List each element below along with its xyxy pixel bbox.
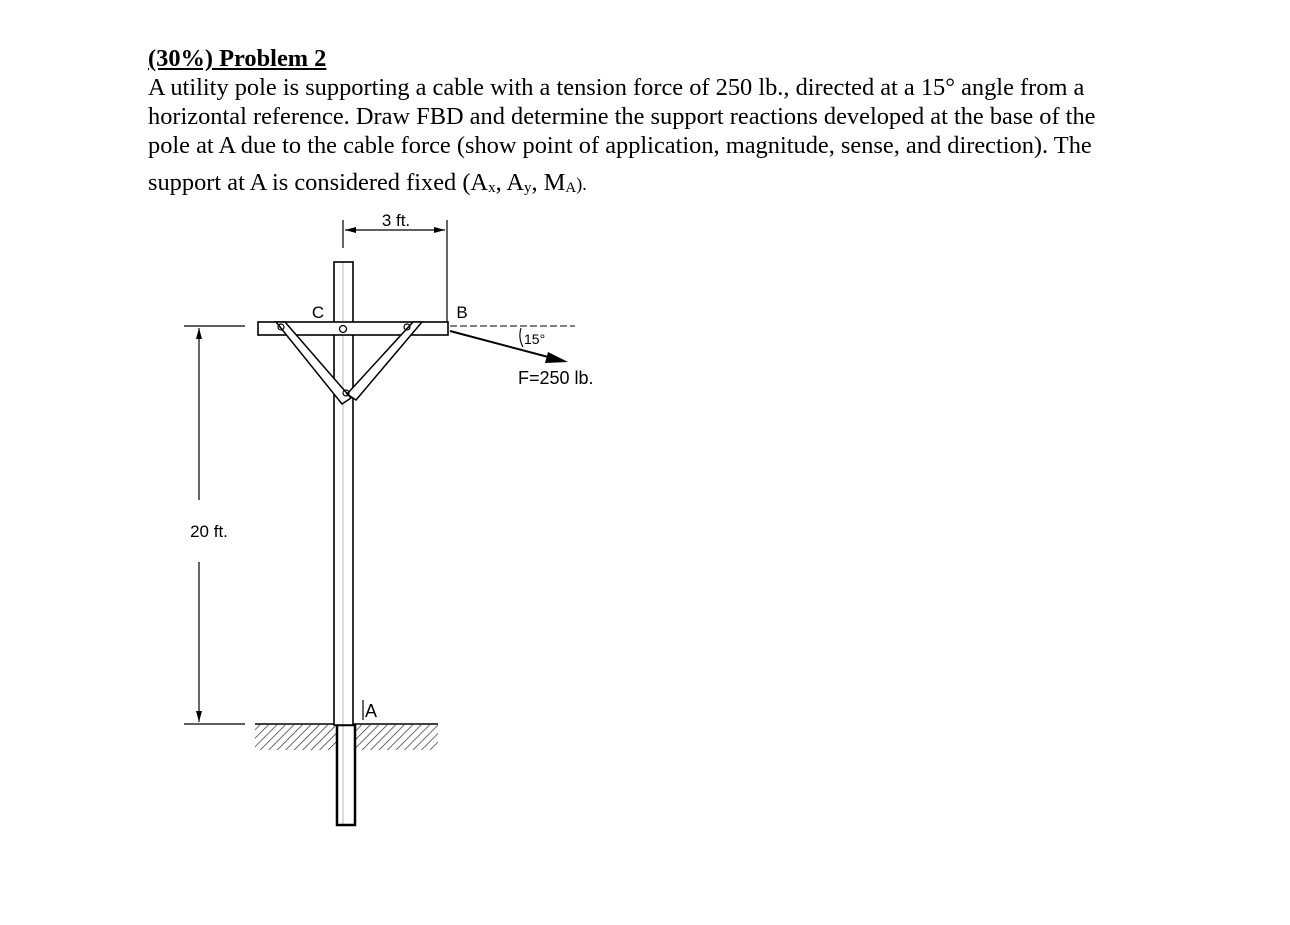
subscript-x: x <box>488 180 496 196</box>
label-point-c: C <box>311 303 325 322</box>
line4-sep2: , M <box>531 169 566 196</box>
dim-label-3ft: 3 ft. <box>381 211 411 230</box>
horizontal-dimension <box>343 211 447 322</box>
problem-title: (30%) Problem 2 <box>148 45 327 72</box>
force-arrowhead <box>545 352 568 363</box>
subscript-y: y <box>524 180 532 196</box>
label-point-a: A <box>364 701 378 721</box>
problem-line-1: A utility pole is supporting a cable with a tension force of 250 lb., directed at a 15° angle from a <box>148 74 1085 101</box>
label-point-b: B <box>456 303 468 322</box>
problem-line-3: pole at A due to the cable force (show point of application, magnitude, sense, and direction). The <box>148 132 1092 159</box>
vertical-dimension <box>184 326 245 724</box>
dim-arrow-right <box>434 227 445 233</box>
dim-arrow-top <box>196 328 202 339</box>
line4-sep1: , A <box>495 169 525 196</box>
line4-suffix: ). <box>576 174 587 194</box>
pole-embedded-base <box>337 725 355 825</box>
cable-force <box>450 326 594 388</box>
dim-label-20ft: 20 ft. <box>190 522 228 541</box>
dim-arrow-left <box>345 227 356 233</box>
subscript-a: A <box>565 180 577 196</box>
force-label: F=250 lb. <box>518 368 594 388</box>
line4-prefix: support at A is considered fixed (A <box>148 169 489 196</box>
problem-line-2: horizontal reference. Draw FBD and determine the support reactions developed at the base of the <box>148 103 1096 130</box>
angle-label: 15° <box>524 331 546 347</box>
pole <box>334 262 355 825</box>
angle-arc <box>520 328 523 347</box>
dim-arrow-bottom <box>196 711 202 722</box>
